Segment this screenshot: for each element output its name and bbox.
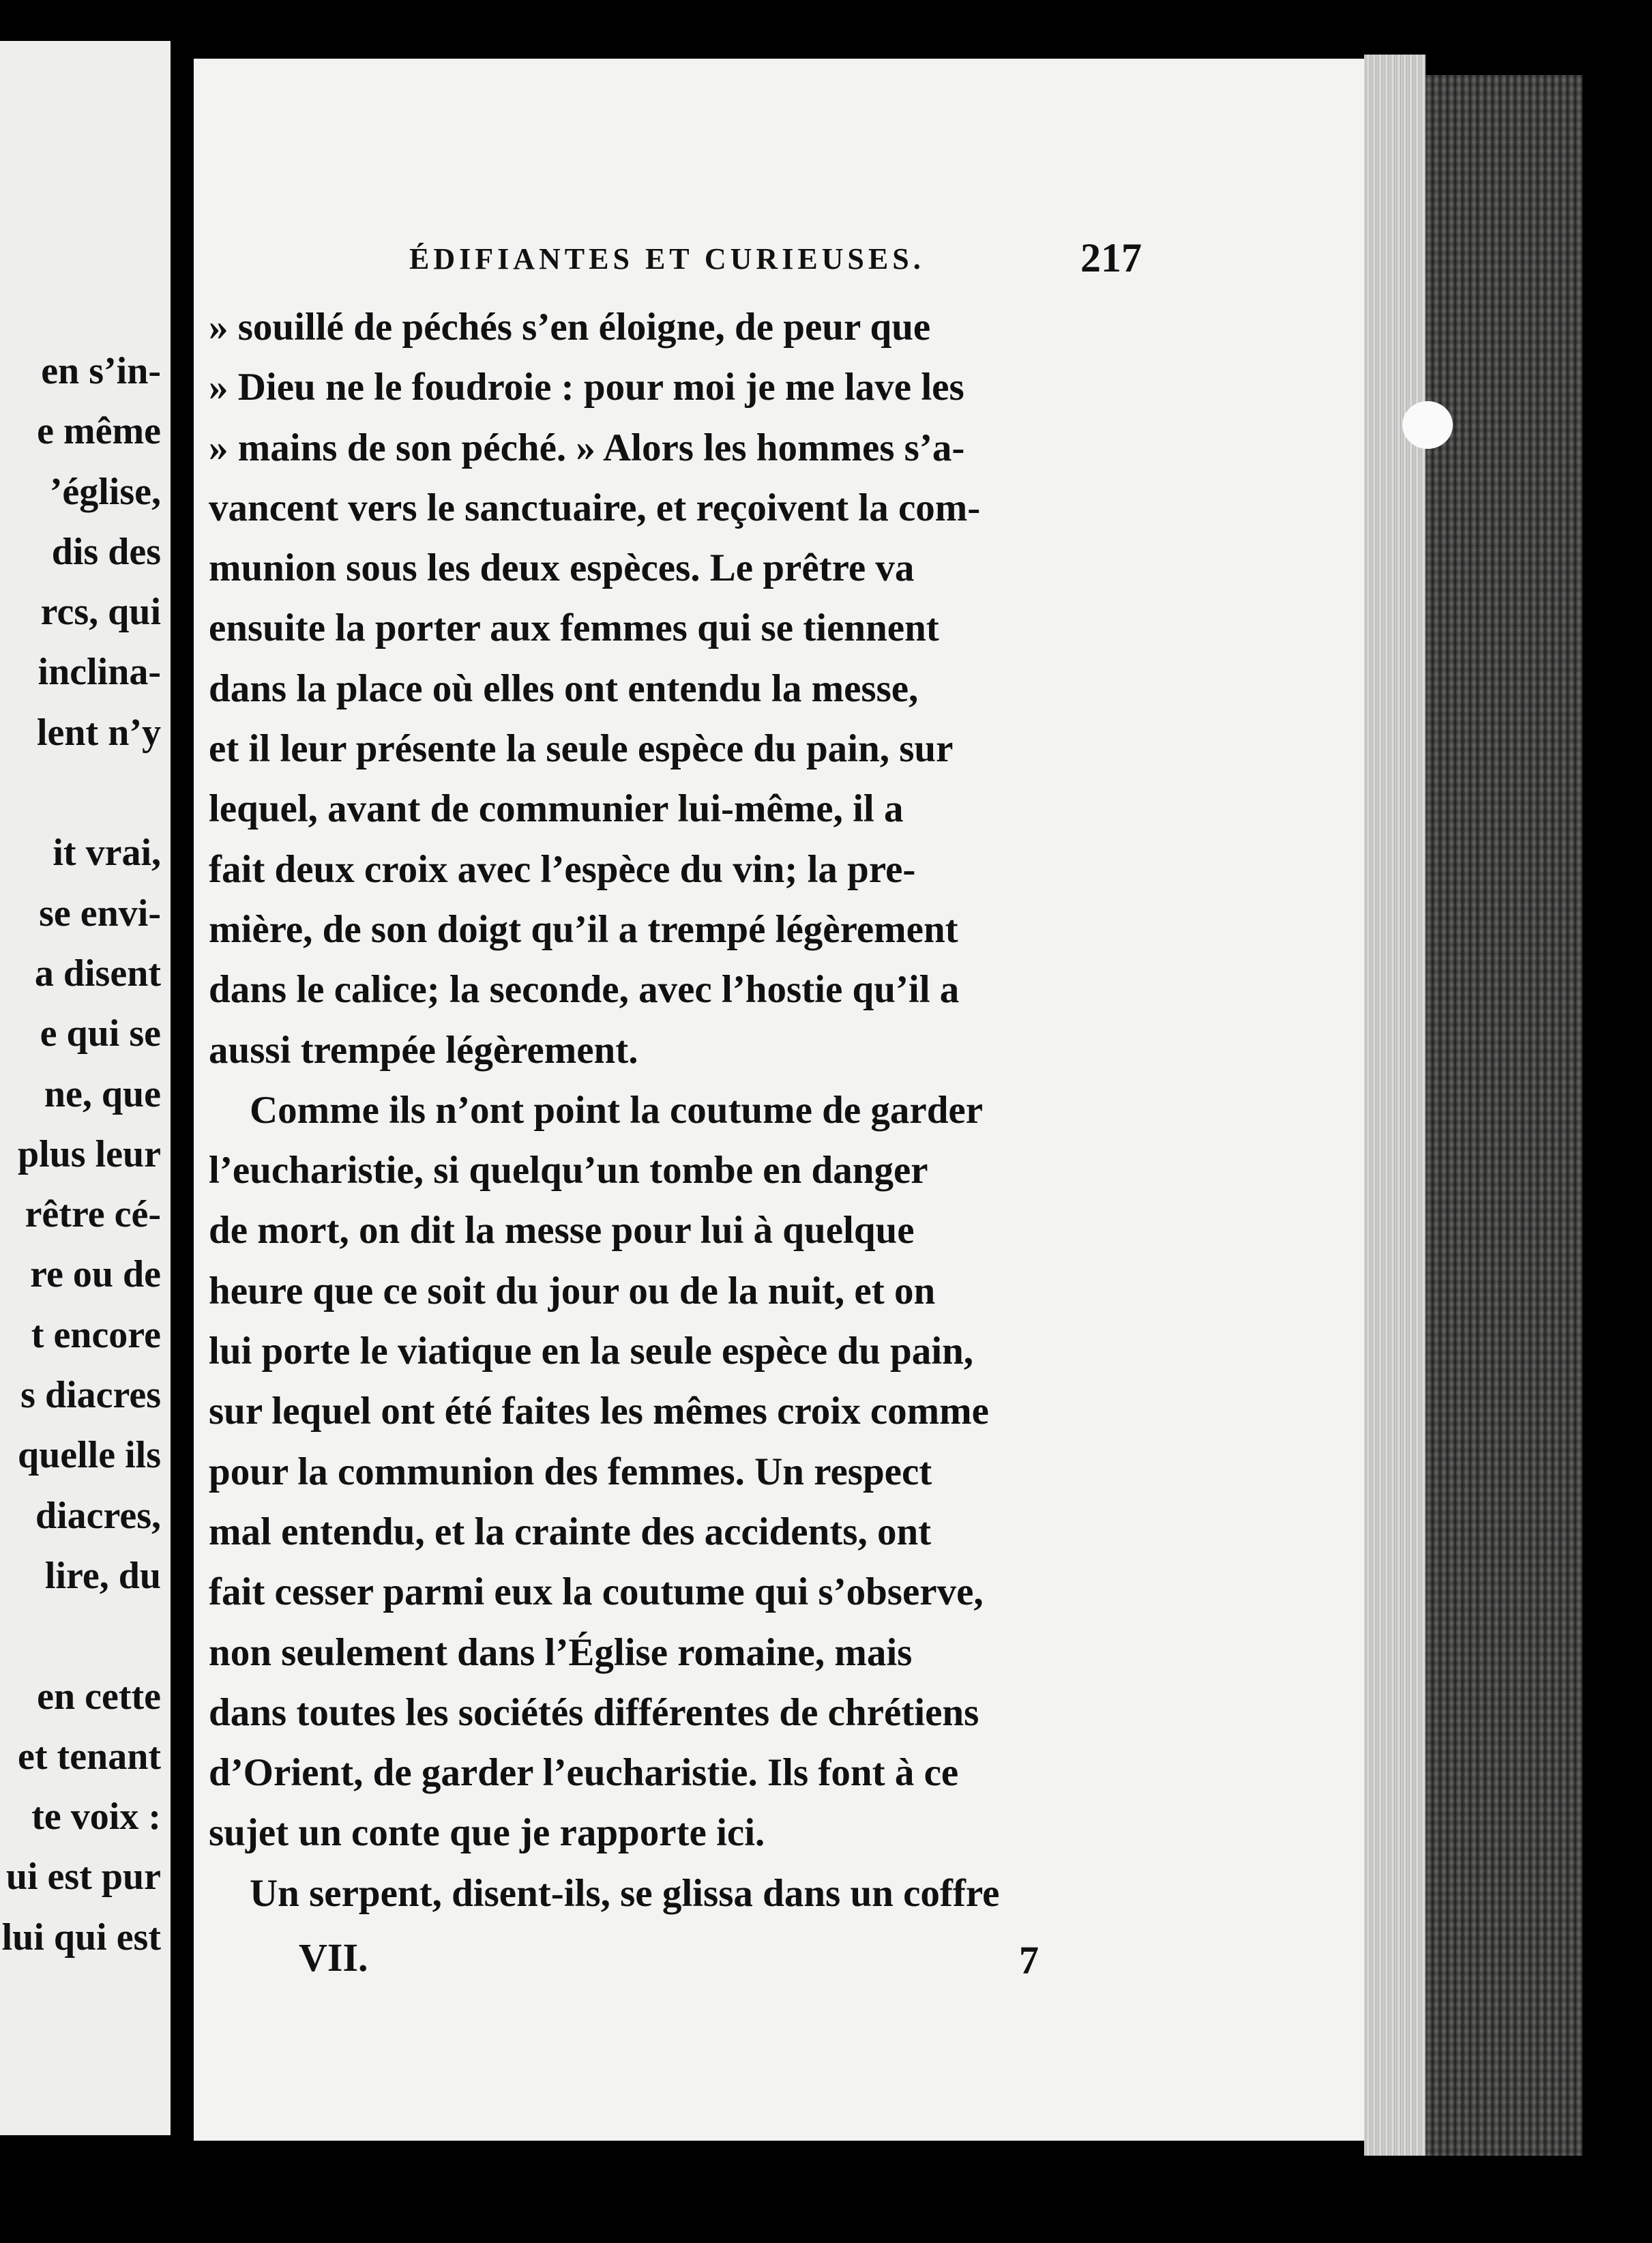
left-page-line: ’église, <box>49 470 161 513</box>
left-page-line: diacres, <box>35 1494 161 1537</box>
text-line: lequel, avant de communier lui-même, il a <box>209 787 904 831</box>
text-line: » Dieu ne le foudroie : pour moi je me lave les <box>209 366 964 409</box>
main-page <box>194 59 1364 2141</box>
left-page-line: se envi- <box>39 892 161 935</box>
running-title: ÉDIFIANTES ET CURIEUSES. <box>409 242 925 276</box>
volume-mark: VII. <box>299 1935 368 1980</box>
text-line: ensuite la porter aux femmes qui se tiennent <box>209 606 939 650</box>
left-page-line: dis des <box>51 530 161 573</box>
left-page-line: re ou de <box>30 1253 161 1296</box>
page-block-edge <box>1364 55 1426 2156</box>
left-page-line: te voix : <box>31 1795 161 1838</box>
text-line: munion sous les deux espèces. Le prêtre va <box>209 546 915 590</box>
text-line: mière, de son doigt qu’il a trempé légèrement <box>209 907 958 951</box>
text-line: l’eucharistie, si quelqu’un tombe en danger <box>209 1149 928 1192</box>
left-page-line: inclina- <box>38 651 161 694</box>
book-gutter <box>171 0 194 2243</box>
text-line: dans le calice; la seconde, avec l’hostie qu’il a <box>209 968 960 1012</box>
text-line: aussi trempée légèrement. <box>209 1028 638 1072</box>
text-line: pour la communion des femmes. Un respect <box>209 1450 932 1493</box>
left-page-fragment <box>0 41 171 2135</box>
body-text <box>209 297 1364 1924</box>
left-page-line <box>2 763 161 823</box>
left-page-line: it vrai, <box>53 832 161 875</box>
left-page-line: rcs, qui <box>40 591 161 634</box>
text-line: non seulement dans l’Église romaine, mais <box>209 1630 913 1674</box>
text-line: d’Orient, de garder l’eucharistie. Ils font à ce <box>209 1751 959 1795</box>
text-line: mal entendu, et la crainte des accidents, ont <box>209 1510 932 1553</box>
text-line: vancent vers le sanctuaire, et reçoivent la com- <box>209 486 981 529</box>
signature-mark: 7 <box>1019 1938 1039 1982</box>
left-page-text <box>2 341 161 1967</box>
left-page-line: t encore <box>31 1313 161 1356</box>
left-page-line: ne, que <box>44 1072 161 1115</box>
text-line: et il leur présente la seule espèce du pain, sur <box>209 727 954 771</box>
text-line: fait cesser parmi eux la coutume qui s’observe, <box>209 1570 984 1614</box>
left-page-line: ui est pur <box>5 1856 161 1899</box>
text-line: Un serpent, disent-ils, se glissa dans un coffre <box>250 1871 1000 1915</box>
page-number: 217 <box>1080 235 1142 280</box>
left-page-line: plus leur <box>17 1132 161 1175</box>
text-line: » mains de son péché. » Alors les hommes s’a- <box>209 426 965 469</box>
text-line: » souillé de péchés s’en éloigne, de peur que <box>209 306 931 349</box>
text-line: heure que ce soit du jour ou de la nuit, et on <box>209 1269 936 1313</box>
left-page-line: rêtre cé- <box>25 1193 161 1236</box>
text-line: sur lequel ont été faites les mêmes croix comme <box>209 1390 989 1433</box>
left-page-line <box>2 1606 161 1666</box>
left-page-line: a disent <box>34 952 161 995</box>
text-line: dans la place où elles ont entendu la messe, <box>209 666 919 710</box>
left-page-line: en cette <box>37 1675 161 1718</box>
left-page-line: e qui se <box>40 1012 161 1055</box>
text-line: de mort, on dit la messe pour lui à quelque <box>209 1209 915 1252</box>
text-line: fait deux croix avec l’espèce du vin; la pre- <box>209 847 916 891</box>
page-header <box>194 235 1364 296</box>
left-page-line: en s’in- <box>41 350 161 392</box>
text-line: dans toutes les sociétés différentes de chrétiens <box>209 1690 979 1734</box>
left-page-line: quelle ils <box>17 1434 161 1477</box>
left-page-line: lire, du <box>44 1554 161 1597</box>
left-page-line: s diacres <box>20 1374 161 1417</box>
shadowed-page-edges <box>1426 75 1582 2156</box>
page-footer <box>194 1935 1364 1996</box>
text-line: lui porte le viatique en la seule espèce du pain, <box>209 1330 974 1373</box>
left-page-line: e même <box>37 410 161 453</box>
text-line: sujet un conte que je rapporte ici. <box>209 1811 765 1855</box>
paper-blemish <box>1402 401 1453 449</box>
text-line: Comme ils n’ont point la coutume de garder <box>250 1088 984 1132</box>
left-page-line: lent n’y <box>37 711 161 754</box>
left-page-line: lui qui est <box>1 1916 161 1959</box>
left-page-line: et tenant <box>18 1735 161 1778</box>
